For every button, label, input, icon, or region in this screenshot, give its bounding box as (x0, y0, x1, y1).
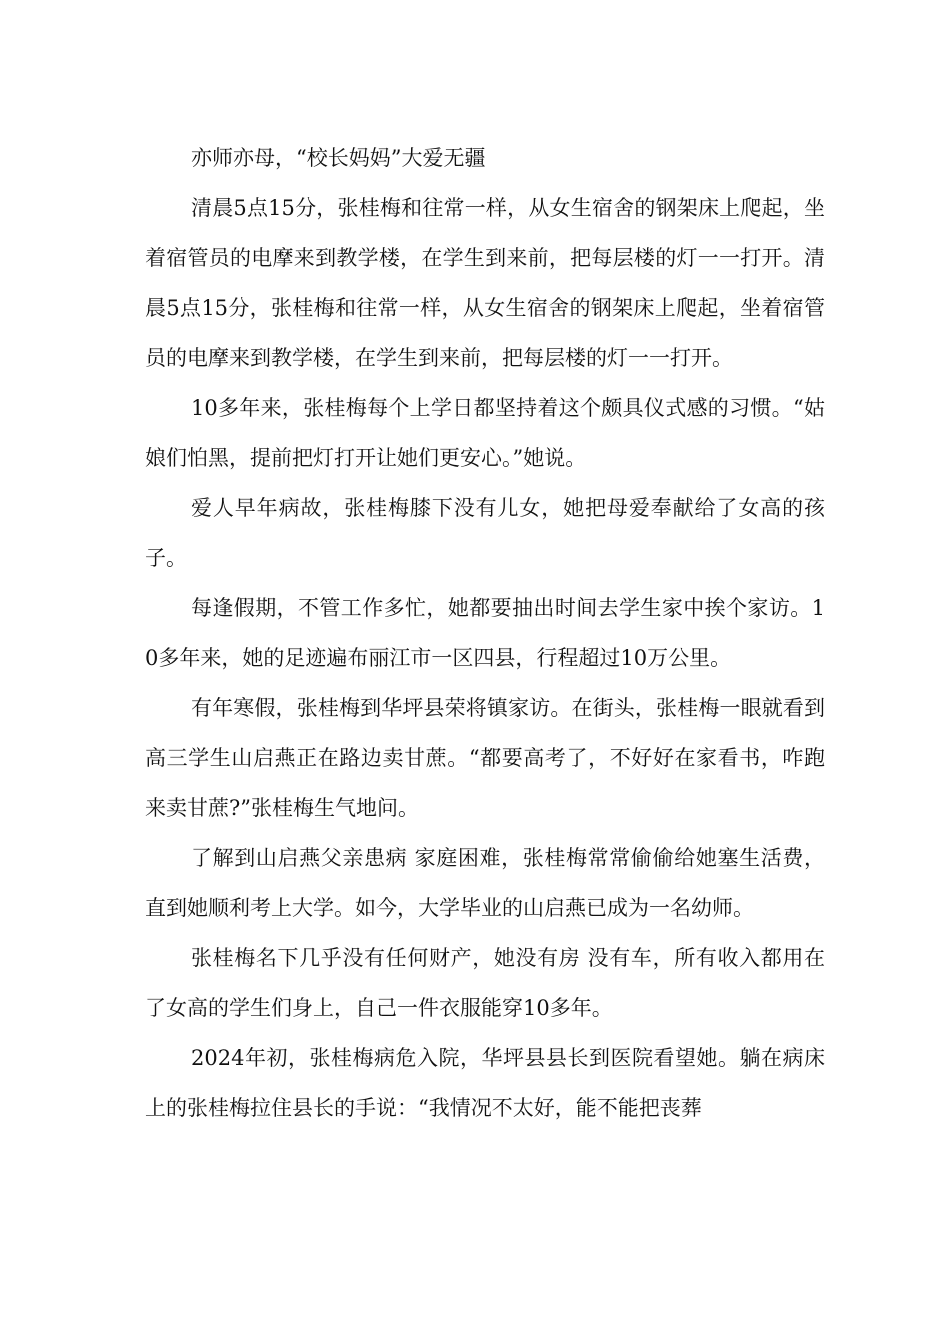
article-body (145, 133, 825, 1133)
paragraph-3: 爱人早年病故，张桂梅膝下没有儿女，她把母爱奉献给了女高的孩子。 (145, 496, 825, 570)
paragraph-7: 张桂梅名下几乎没有任何财产，她没有房 没有车，所有收入都用在了女高的学生们身上，自己一件衣服能穿10多年。 (145, 946, 825, 1020)
paragraph-1: 清晨5点15分，张桂梅和往常一样，从女生宿舍的钢架床上爬起，坐着宿管员的电摩来到教学楼，在学生到来前，把每层楼的灯一一打开。清晨5点15分，张桂梅和往常一样，从女生宿舍的钢架床上爬起，坐着宿管员的电摩来到教学楼，在学生到来前，把每层楼的灯一一打开。 (145, 196, 825, 370)
paragraph-2: 10多年来，张桂梅每个上学日都坚持着这个颇具仪式感的习惯。“姑娘们怕黑，提前把灯打开让她们更安心。”她说。 (145, 396, 825, 470)
paragraph-8: 2024年初，张桂梅病危入院，华坪县县长到医院看望她。躺在病床上的张桂梅拉住县长的手说：“我情况不太好，能不能把丧葬 (145, 1046, 825, 1120)
article-title: 亦师亦母，“校长妈妈”大爱无疆 (191, 146, 486, 170)
paragraph-5: 有年寒假，张桂梅到华坪县荣将镇家访。在街头，张桂梅一眼就看到高三学生山启燕正在路边卖甘蔗。“都要高考了，不好好在家看书，咋跑来卖甘蔗?”张桂梅生气地问。 (145, 696, 825, 820)
paragraph-4: 每逢假期，不管工作多忙，她都要抽出时间去学生家中挨个家访。10多年来，她的足迹遍布丽江市一区四县，行程超过10万公里。 (145, 596, 825, 670)
paragraph-6: 了解到山启燕父亲患病 家庭困难，张桂梅常常偷偷给她塞生活费，直到她顺利考上大学。如今，大学毕业的山启燕已成为一名幼师。 (145, 846, 825, 920)
